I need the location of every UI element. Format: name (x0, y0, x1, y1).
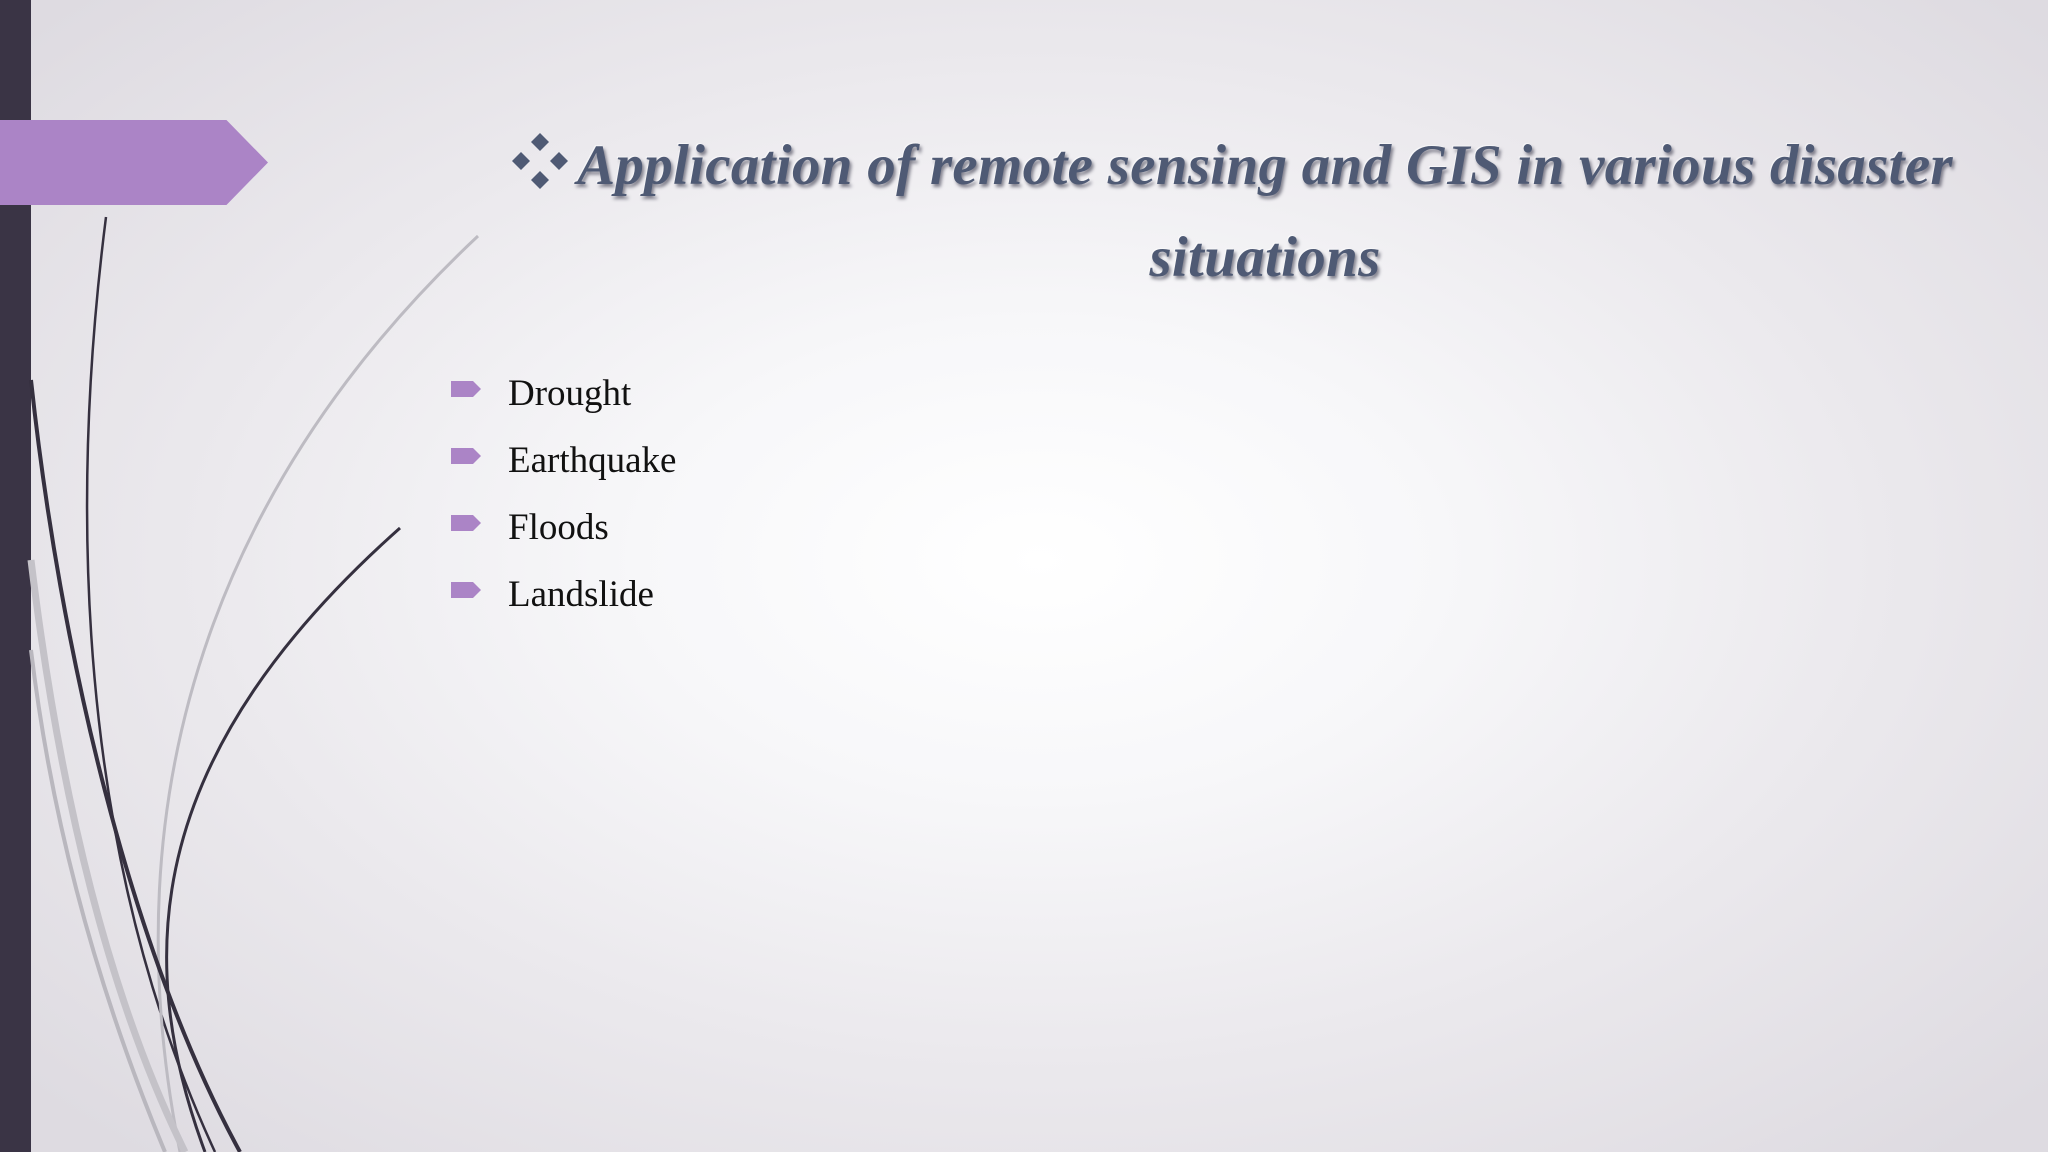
list-item-label: Drought (508, 373, 632, 414)
pentagon-arrow-icon (451, 515, 481, 531)
list-item (451, 360, 676, 427)
list-item-label: Earthquake (508, 440, 677, 481)
list-item-label: Floods (508, 507, 609, 548)
slide-title: Application of remote sensing and GIS in various disaster situations (577, 134, 1953, 289)
title-container (500, 120, 1970, 304)
pentagon-arrow-icon (451, 448, 481, 464)
title-banner-arrow (0, 120, 268, 205)
list-item (451, 561, 676, 628)
pentagon-arrow-icon (451, 582, 481, 598)
list-item-label: Landslide (508, 574, 654, 615)
list-item (451, 427, 676, 494)
bullet-list (451, 360, 676, 628)
list-item (451, 494, 676, 561)
pentagon-arrow-icon (451, 381, 481, 397)
